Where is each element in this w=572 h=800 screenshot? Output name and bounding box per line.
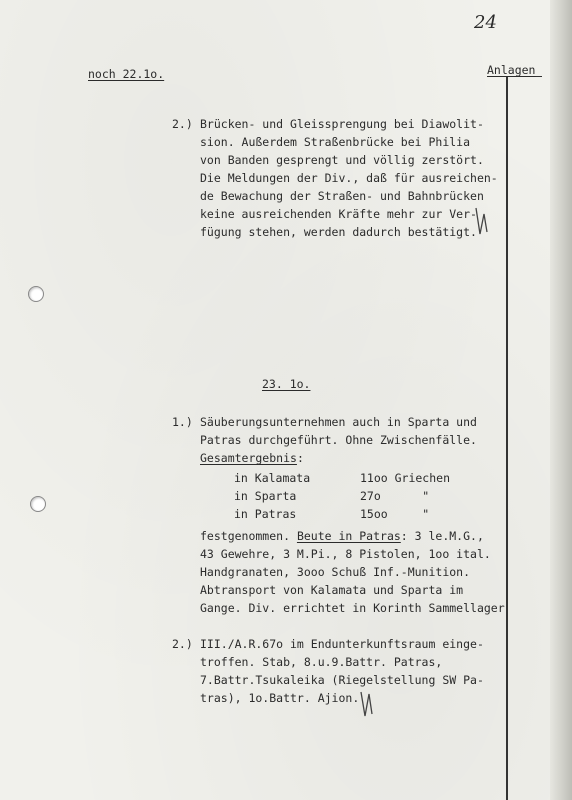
page-edge-shadow <box>550 0 572 800</box>
entry-23-2-number: 2.) <box>172 637 193 651</box>
entry-23-2-line: 7.Battr.Tsukaleika (Riegelstellung SW Pa- <box>200 673 484 687</box>
entry-23-2-line: tras), 1o.Battr. Ajion. <box>200 691 360 705</box>
punch-hole-icon <box>30 496 46 512</box>
result-heading <box>200 450 304 468</box>
result-place: in Sparta <box>234 489 297 503</box>
result-place: in Kalamata <box>234 471 311 485</box>
entry-23-1-number: 1.) <box>172 415 193 429</box>
booty-line <box>200 528 484 546</box>
entry-22-line: fügung stehen, werden dadurch bestätigt. <box>200 225 477 239</box>
entry-23-1-line: Säuberungsunternehmen auch in Sparta und <box>200 415 477 429</box>
result-label: Gesamtergebnis <box>200 451 297 465</box>
result-count: 15oo " <box>360 507 430 521</box>
result-count: 27o " <box>360 489 430 503</box>
punch-hole-icon <box>28 286 44 302</box>
result-count: 11oo Griechen <box>360 471 451 485</box>
check-mark-icon <box>358 686 376 720</box>
check-mark-icon <box>472 204 492 238</box>
entry-22-line: de Bewachung der Straßen- und Bahnbrücken <box>200 189 484 203</box>
entry-22-line: Die Meldungen der Div., daß für ausreichen- <box>200 171 498 185</box>
entry-22-line: sion. Außerdem Straßenbrücke bei Philia <box>200 135 471 149</box>
result-place: in Patras <box>234 507 297 521</box>
entry-23-1-line: 43 Gewehre, 3 M.Pi., 8 Pistolen, 1oo ital. <box>200 547 491 561</box>
booty-prefix: festgenommen. <box>200 529 297 543</box>
entry-23-2-line: troffen. Stab, 8.u.9.Battr. Patras, <box>200 655 443 669</box>
entry-22-line: keine ausreichenden Kräfte mehr zur Ver- <box>200 207 477 221</box>
header-annex: Anlagen <box>487 63 536 77</box>
entry-23-1-line: Patras durchgeführt. Ohne Zwischenfälle. <box>200 433 477 447</box>
entry-22-line: Brücken- und Gleissprengung bei Diawolit- <box>200 117 484 131</box>
page-number: 24 <box>474 12 497 33</box>
booty-rest: : 3 le.M.G., <box>400 529 484 543</box>
result-colon: : <box>296 451 304 465</box>
entry-22-line: von Banden gesprengt und völlig zerstört. <box>200 153 484 167</box>
entry-23-1-line: Gange. Div. errichtet in Korinth Sammellager <box>200 601 505 615</box>
entry-23-1-line: Handgranaten, 3ooo Schuß Inf.-Munition. <box>200 565 471 579</box>
header-date: noch 22.1o. <box>88 67 165 81</box>
entry-22-number: 2.) <box>172 117 193 131</box>
margin-rule <box>506 76 508 800</box>
date-heading: 23. 1o. <box>262 377 311 391</box>
entry-23-1-line: Abtransport von Kalamata und Sparta im <box>200 583 464 597</box>
booty-label: Beute in Patras <box>296 529 401 543</box>
entry-23-2-line: III./A.R.67o im Endunterkunftsraum einge- <box>200 637 484 651</box>
